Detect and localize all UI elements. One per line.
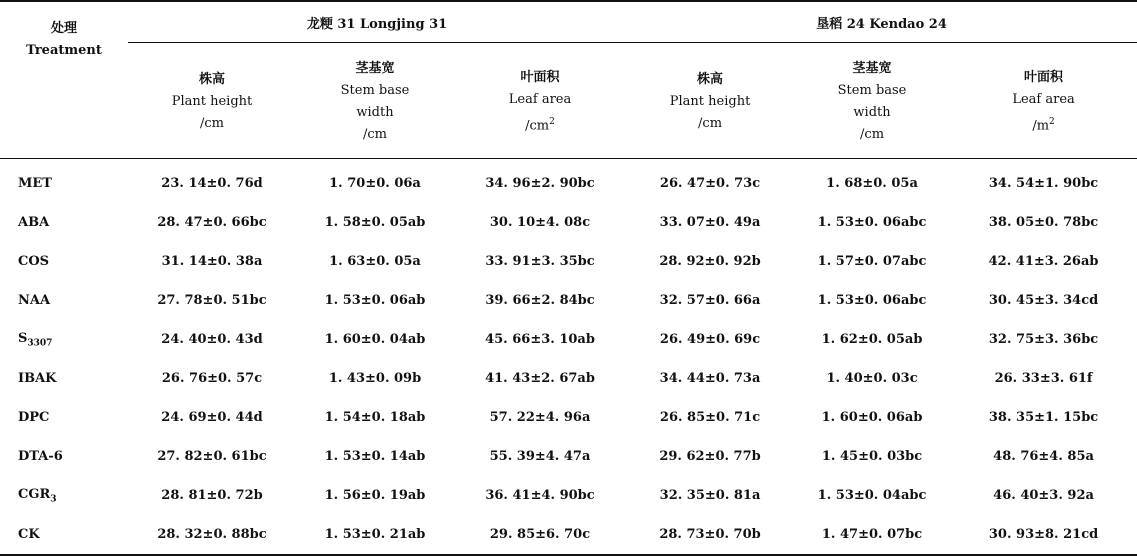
table-row xyxy=(0,320,1137,359)
table-row xyxy=(0,359,1137,398)
value-cell: 30. 45±3. 34cd xyxy=(988,293,1099,308)
value-cell: 1. 53±0. 06abc xyxy=(817,293,927,308)
value-cell: 1. 53±0. 06ab xyxy=(324,293,426,308)
treatment-label: NAA xyxy=(18,293,51,308)
treatment-label: COS xyxy=(18,254,50,269)
value-cell: 33. 91±3. 35bc xyxy=(485,254,595,269)
col-en: Leaf area xyxy=(1012,91,1075,107)
table-row xyxy=(0,437,1137,476)
col-unit: /cm xyxy=(363,127,387,142)
treatment-subscript: 3 xyxy=(50,494,57,505)
table-row xyxy=(0,242,1137,281)
value-cell: 57. 22±4. 96a xyxy=(489,410,591,425)
value-cell: 26. 49±0. 69c xyxy=(659,332,761,347)
value-cell: 1. 60±0. 04ab xyxy=(324,332,426,347)
value-cell: 30. 10±4. 08c xyxy=(489,215,591,230)
col-unit: /cm xyxy=(698,116,723,131)
value-cell: 1. 53±0. 04abc xyxy=(817,488,927,503)
value-cell: 1. 57±0. 07abc xyxy=(817,254,927,269)
table-row xyxy=(0,398,1137,437)
value-cell: 30. 93±8. 21cd xyxy=(950,515,1137,555)
unit-sup: 2 xyxy=(549,116,555,127)
treatment-label: DPC xyxy=(18,410,50,425)
treatment-cell xyxy=(0,398,128,437)
value-cell: 34. 54±1. 90bc xyxy=(988,176,1099,191)
table-row xyxy=(0,281,1137,320)
treatment-label: CGR xyxy=(18,486,51,502)
group-header-kendao: 垦稻 24 Kendao 24 xyxy=(626,1,1137,43)
table-row xyxy=(0,515,1137,555)
value-cell: 28. 92±0. 92b xyxy=(659,254,761,269)
col-header-plant-height-2 xyxy=(626,43,794,159)
treatment-header xyxy=(0,1,128,159)
col-zh: 叶面积 xyxy=(520,69,560,85)
treatment-label: DTA-6 xyxy=(18,449,63,464)
value-cell: 55. 39±4. 47a xyxy=(489,449,591,464)
value-cell: 1. 63±0. 05a xyxy=(329,254,421,269)
value-cell: 1. 68±0. 05a xyxy=(826,176,918,191)
group-header-row xyxy=(0,1,1137,43)
value-cell: 32. 75±3. 36bc xyxy=(988,332,1099,347)
col-header-plant-height-1 xyxy=(128,43,296,159)
value-cell: 1. 47±0. 07bc xyxy=(794,515,950,555)
value-cell: 34. 96±2. 90bc xyxy=(485,176,595,191)
col-en: Stem base width xyxy=(837,83,907,120)
treatment-cell xyxy=(0,515,128,555)
value-cell: 1. 40±0. 03c xyxy=(826,371,918,386)
value-cell: 1. 43±0. 09b xyxy=(328,371,422,386)
col-header-leaf-area-1 xyxy=(454,43,626,159)
table-row xyxy=(0,159,1137,204)
value-cell: 28. 81±0. 72b xyxy=(161,488,263,503)
value-cell: 28. 73±0. 70b xyxy=(626,515,794,555)
value-cell: 26. 85±0. 71c xyxy=(659,410,761,425)
table-row xyxy=(0,203,1137,242)
value-cell: 1. 54±0. 18ab xyxy=(324,410,426,425)
column-header-row xyxy=(0,43,1137,159)
value-cell: 32. 57±0. 66a xyxy=(659,293,761,308)
value-cell: 29. 85±6. 70c xyxy=(454,515,626,555)
value-cell: 27. 82±0. 61bc xyxy=(157,449,267,464)
value-cell: 23. 14±0. 76d xyxy=(161,176,263,191)
value-cell: 1. 60±0. 06ab xyxy=(821,410,923,425)
treatment-cell xyxy=(0,476,128,515)
value-cell: 24. 69±0. 44d xyxy=(161,410,263,425)
value-cell: 26. 47±0. 73c xyxy=(659,176,761,191)
value-cell: 1. 53±0. 21ab xyxy=(296,515,454,555)
group-header-longjing: 龙粳 31 Longjing 31 xyxy=(128,1,626,43)
col-unit: /cm xyxy=(860,127,885,142)
col-header-stem-width-1 xyxy=(296,43,454,159)
value-cell: 33. 07±0. 49a xyxy=(659,215,761,230)
col-en: Stem base width xyxy=(340,83,410,120)
col-zh: 株高 xyxy=(697,72,724,87)
value-cell: 34. 44±0. 73a xyxy=(659,371,761,386)
value-cell: 41. 43±2. 67ab xyxy=(485,371,595,386)
col-zh: 茎基宽 xyxy=(355,61,395,76)
value-cell: 26. 33±3. 61f xyxy=(994,371,1093,386)
treatment-subscript: 3307 xyxy=(27,338,53,349)
value-cell: 45. 66±3. 10ab xyxy=(485,332,595,347)
value-cell: 27. 78±0. 51bc xyxy=(157,293,267,308)
value-cell: 1. 62±0. 05ab xyxy=(821,332,923,347)
col-zh: 茎基宽 xyxy=(852,61,892,76)
value-cell: 31. 14±0. 38a xyxy=(161,254,263,269)
treatment-cell xyxy=(0,281,128,320)
treatment-header-en: Treatment xyxy=(26,43,102,58)
value-cell: 39. 66±2. 84bc xyxy=(485,293,595,308)
col-en: Leaf area xyxy=(508,91,572,107)
value-cell: 1. 56±0. 19ab xyxy=(324,488,426,503)
value-cell: 1. 45±0. 03bc xyxy=(821,449,923,464)
treatment-label: ABA xyxy=(18,215,50,230)
value-cell: 1. 53±0. 14ab xyxy=(324,449,426,464)
col-header-leaf-area-2 xyxy=(950,43,1137,159)
treatment-label: MET xyxy=(18,176,52,191)
col-unit: /cm xyxy=(200,116,224,131)
treatment-cell xyxy=(0,159,128,204)
unit-prefix: /cm xyxy=(525,118,550,134)
value-cell: 46. 40±3. 92a xyxy=(993,488,1094,503)
col-header-stem-width-2 xyxy=(794,43,950,159)
treatment-cell xyxy=(0,437,128,476)
col-zh: 叶面积 xyxy=(1024,69,1064,85)
table-body xyxy=(0,159,1137,556)
col-zh: 株高 xyxy=(198,72,225,87)
treatment-label: CK xyxy=(18,527,40,542)
treatment-label: S xyxy=(18,330,28,346)
col-en: Plant height xyxy=(669,94,751,109)
treatment-cell xyxy=(0,242,128,281)
table-row xyxy=(0,476,1137,515)
value-cell: 26. 76±0. 57c xyxy=(161,371,263,386)
treatment-cell xyxy=(0,359,128,398)
value-cell: 28. 32±0. 88bc xyxy=(128,515,296,555)
unit-sup: 2 xyxy=(1049,116,1055,127)
unit-prefix: /m xyxy=(1032,118,1050,134)
treatment-cell xyxy=(0,203,128,242)
value-cell: 1. 70±0. 06a xyxy=(329,176,421,191)
value-cell: 1. 58±0. 05ab xyxy=(324,215,426,230)
treatment-cell xyxy=(0,320,128,359)
value-cell: 38. 05±0. 78bc xyxy=(988,215,1099,230)
col-unit xyxy=(455,111,625,137)
value-cell: 38. 35±1. 15bc xyxy=(988,410,1099,425)
value-cell: 24. 40±0. 43d xyxy=(161,332,263,347)
col-en: Plant height xyxy=(171,94,253,109)
value-cell: 1. 53±0. 06abc xyxy=(817,215,927,230)
value-cell: 29. 62±0. 77b xyxy=(659,449,761,464)
value-cell: 42. 41±3. 26ab xyxy=(988,254,1099,269)
value-cell: 32. 35±0. 81a xyxy=(659,488,761,503)
treatment-header-zh: 处理 xyxy=(50,21,77,36)
value-cell: 28. 47±0. 66bc xyxy=(157,215,267,230)
value-cell: 48. 76±4. 85a xyxy=(993,449,1094,464)
col-unit xyxy=(951,111,1136,137)
treatment-label: IBAK xyxy=(18,371,57,386)
value-cell: 36. 41±4. 90bc xyxy=(485,488,595,503)
